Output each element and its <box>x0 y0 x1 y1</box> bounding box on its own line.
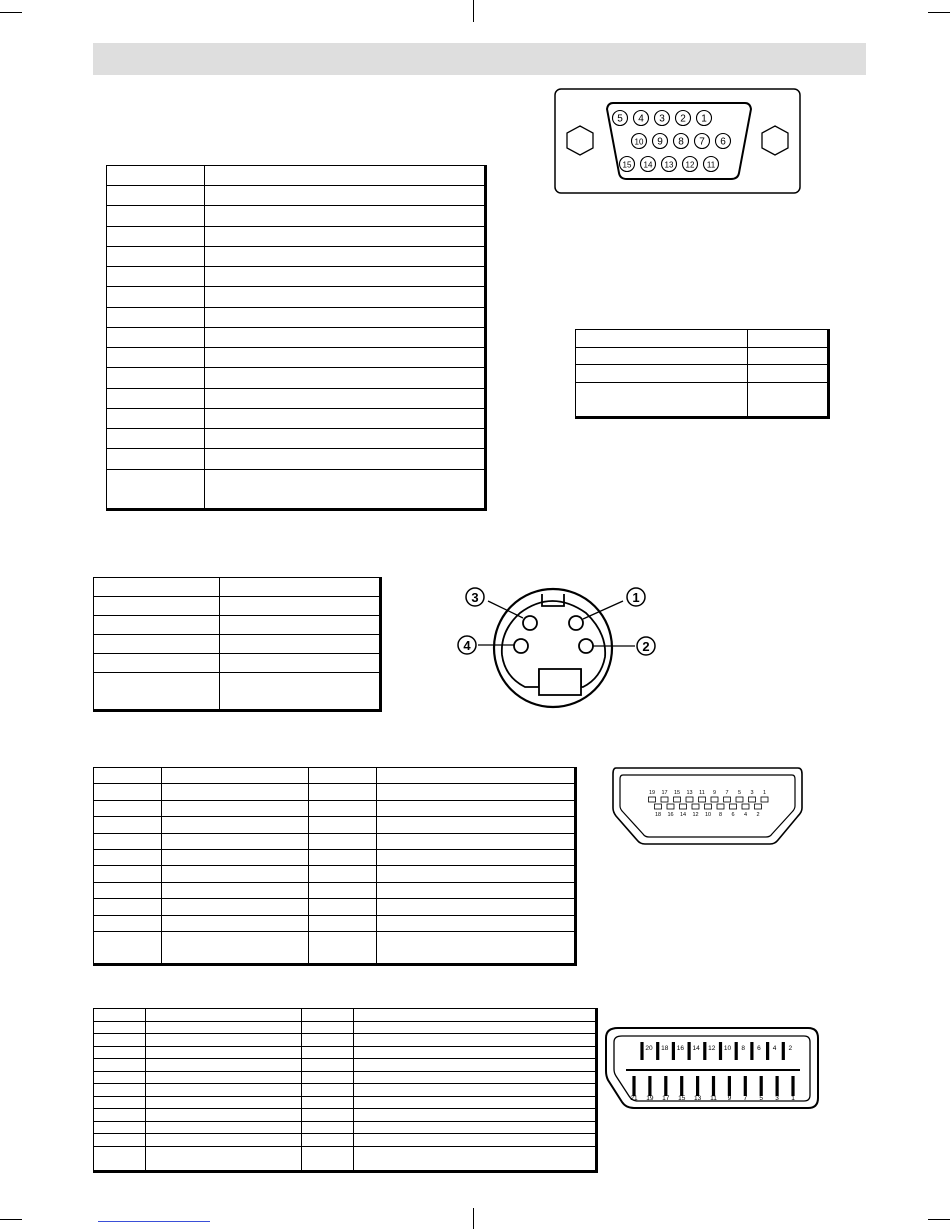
vga-left-screw-hex <box>567 126 593 155</box>
scart-pin-table <box>93 1008 598 1173</box>
svg-text:12: 12 <box>685 160 695 170</box>
svg-text:15: 15 <box>678 1095 686 1102</box>
vga-pin-9 <box>653 134 668 149</box>
crop-mark-tc <box>473 0 474 22</box>
svg-text:1: 1 <box>701 113 707 125</box>
svg-text:17: 17 <box>661 790 668 796</box>
vga-pin-13 <box>662 157 677 172</box>
svideo-pin-1-hole <box>569 616 583 630</box>
svg-text:3: 3 <box>659 113 665 125</box>
svg-text:19: 19 <box>648 790 656 796</box>
crop-mark-tl <box>0 12 22 13</box>
vga-pin-12 <box>683 157 698 172</box>
svg-text:3: 3 <box>471 590 479 605</box>
svideo-label-1 <box>627 588 645 606</box>
svg-text:6: 6 <box>757 1045 761 1052</box>
svideo-pin-table <box>93 577 382 712</box>
svg-text:2: 2 <box>642 639 650 654</box>
vga-right-screw-hex <box>762 126 788 155</box>
vga-pin-2 <box>676 111 691 126</box>
vga-pin-14 <box>641 157 656 172</box>
svg-text:8: 8 <box>718 812 723 818</box>
svideo-label-3 <box>466 588 484 606</box>
svg-text:5: 5 <box>737 790 742 796</box>
svideo-pin-2-hole <box>579 639 593 653</box>
svg-text:18: 18 <box>661 1045 669 1052</box>
crop-mark-bc <box>473 1208 474 1229</box>
svideo-pin-3-hole <box>523 616 537 630</box>
vga-pin-1 <box>697 111 712 126</box>
svg-text:10: 10 <box>704 812 712 818</box>
crop-mark-tr <box>928 12 950 13</box>
svideo-label-4 <box>458 636 476 654</box>
svideo-pin-4-hole <box>514 639 528 653</box>
vga-pin-10 <box>632 134 647 149</box>
hdmi-pin-table <box>93 767 577 966</box>
svg-text:8: 8 <box>741 1045 746 1052</box>
scart-pin-1 <box>791 1076 795 1102</box>
svg-text:17: 17 <box>662 1095 670 1102</box>
vga-pin-table <box>106 165 487 511</box>
svg-text:2: 2 <box>680 113 686 125</box>
svg-text:12: 12 <box>708 1045 716 1052</box>
svg-text:14: 14 <box>692 1045 700 1052</box>
svg-text:5: 5 <box>759 1095 764 1102</box>
svg-text:7: 7 <box>743 1095 748 1102</box>
scart-connector-diagram <box>604 1026 822 1111</box>
svg-text:9: 9 <box>657 136 663 148</box>
crop-mark-br <box>928 1219 950 1220</box>
svg-text:10: 10 <box>634 137 644 147</box>
svg-text:10: 10 <box>723 1045 732 1052</box>
svg-text:15: 15 <box>673 790 681 796</box>
svg-text:8: 8 <box>678 136 684 148</box>
svg-text:2: 2 <box>788 1045 793 1052</box>
svg-text:21: 21 <box>630 1095 638 1102</box>
vga-connector-diagram <box>553 87 803 197</box>
svideo-bottom-key <box>539 669 581 695</box>
svg-text:13: 13 <box>693 1095 702 1102</box>
svg-text:13: 13 <box>664 160 674 170</box>
svg-text:4: 4 <box>743 812 748 818</box>
svg-text:7: 7 <box>725 790 729 796</box>
svg-text:18: 18 <box>654 812 662 818</box>
svg-text:16: 16 <box>676 1045 685 1052</box>
svg-text:19: 19 <box>646 1095 654 1102</box>
vga-pin-7 <box>695 134 710 149</box>
small-spec-table <box>575 329 830 419</box>
svg-text:13: 13 <box>686 790 693 796</box>
vga-pin-15 <box>620 157 635 172</box>
section-header-bar <box>93 43 866 75</box>
svideo-label-2 <box>637 637 655 655</box>
svg-text:2: 2 <box>756 812 760 818</box>
vga-pin-5 <box>613 111 628 126</box>
svg-text:14: 14 <box>643 160 653 170</box>
crop-mark-bl <box>0 1219 22 1220</box>
svg-text:14: 14 <box>679 812 687 818</box>
svg-text:6: 6 <box>731 812 735 818</box>
svg-text:5: 5 <box>617 113 623 125</box>
vga-pin-11 <box>704 157 719 172</box>
svg-text:16: 16 <box>667 812 674 818</box>
svg-text:1: 1 <box>762 790 767 796</box>
svg-text:4: 4 <box>463 638 471 653</box>
svideo-connector-diagram <box>455 585 660 715</box>
svg-text:4: 4 <box>772 1045 777 1052</box>
vga-pin-8 <box>674 134 689 149</box>
vga-pin-6 <box>716 134 731 149</box>
scart-pin-5 <box>759 1076 763 1102</box>
svg-text:11: 11 <box>710 1095 717 1102</box>
scart-pin-7 <box>743 1076 747 1102</box>
svg-text:20: 20 <box>645 1045 653 1052</box>
svg-text:12: 12 <box>692 812 699 818</box>
scart-pin-3 <box>775 1076 779 1102</box>
svg-text:7: 7 <box>699 136 705 148</box>
vga-pin-4 <box>634 111 649 126</box>
svg-text:3: 3 <box>750 790 754 796</box>
footer-link-underline <box>98 1221 210 1222</box>
svg-text:4: 4 <box>638 113 644 125</box>
svg-text:3: 3 <box>775 1095 779 1102</box>
svg-text:15: 15 <box>622 160 632 170</box>
scart-pin-9 <box>728 1076 732 1102</box>
svg-text:6: 6 <box>720 136 726 148</box>
hdmi-connector-diagram <box>610 766 805 848</box>
svg-text:9: 9 <box>727 1095 732 1102</box>
svg-text:1: 1 <box>632 590 640 605</box>
svg-text:9: 9 <box>712 790 717 796</box>
svg-text:1: 1 <box>791 1095 795 1102</box>
vga-pin-3 <box>655 111 670 126</box>
svg-text:11: 11 <box>706 160 716 170</box>
svg-text:11: 11 <box>699 790 705 796</box>
